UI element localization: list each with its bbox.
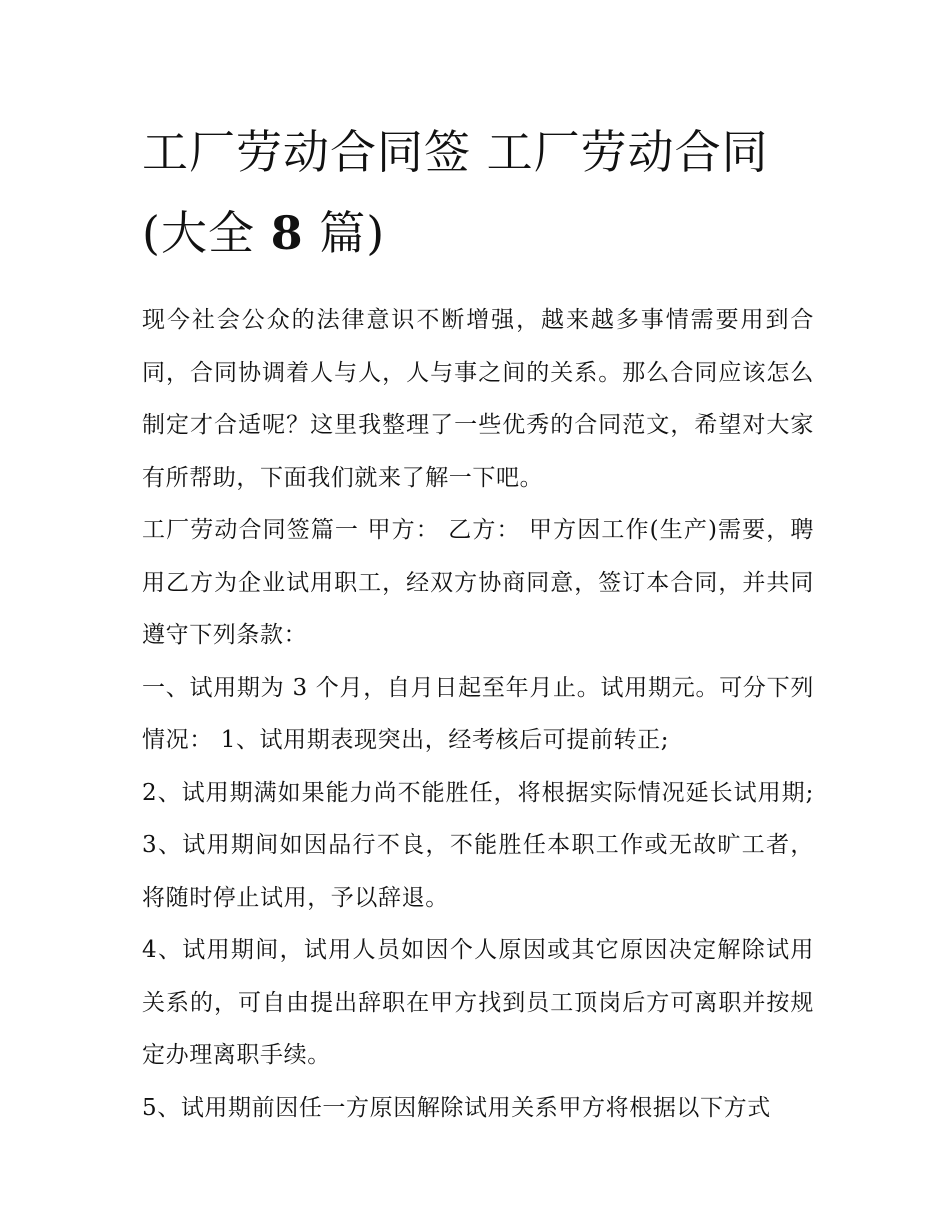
- clause-2-3-paragraph: 2、试用期满如果能力尚不能胜任，将根据实际情况延长试用期; 3、试用期间如因品行不良，不能胜任本职工作或无故旷工者，将随时停止试用，予以辞退。: [142, 779, 814, 911]
- document-page: [142, 112, 814, 1134]
- contract-opening-paragraph: 工厂劳动合同签篇一 甲方： 乙方： 甲方因工作(生产)需要，聘用乙方为企业试用职工，经双方协商同意，签订本合同，并共同遵守下列条款：: [142, 517, 814, 648]
- document-title: [142, 112, 814, 274]
- intro-paragraph: 现今社会公众的法律意识不断增强，越来越多事情需要用到合同，合同协调着人与人，人与事之间的关系。那么合同应该怎么制定才合适呢？这里我整理了一些优秀的合同范文，希望对大家有所帮助，下面我们就来了解一下吧。: [142, 307, 814, 491]
- clause-4-paragraph: 4、试用期间，试用人员如因个人原因或其它原因决定解除试用关系的，可自由提出辞职在甲方找到员工顶岗后方可离职并按规定办理离职手续。: [142, 937, 814, 1068]
- title-text: 工厂劳动合同签 工厂劳动合同(大全: [142, 125, 769, 260]
- clause-5-paragraph: 5、试用期前因任一方原因解除试用关系甲方将根据以下方式: [142, 1094, 771, 1121]
- title-suffix: 篇): [319, 206, 386, 260]
- clause-1-paragraph: 一、试用期为 3 个月，自月日起至年月止。试用期元。可分下列情况： 1、试用期表现突出，经考核后可提前转正;: [142, 674, 814, 753]
- title-count: 8: [270, 206, 304, 260]
